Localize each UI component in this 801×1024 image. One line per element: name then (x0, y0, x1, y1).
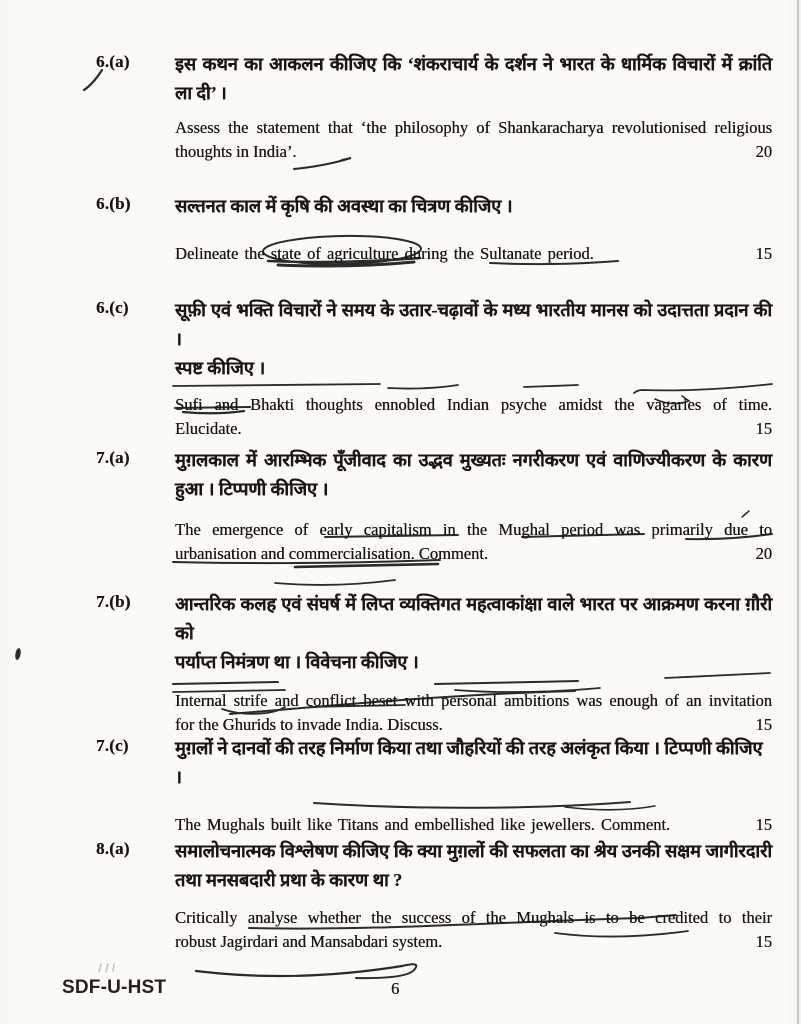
pen-loop-8a-line2 (356, 964, 416, 978)
pen-swoosh-8a-line2 (196, 966, 402, 976)
question-7c (96, 734, 772, 837)
question-hindi-text: आन्तरिक कलह एवं संघर्ष में लिप्त व्यक्तिगत महत्वाकांक्षा वाले भारत पर आक्रमण करना ग़ौरी को पर्याप्त निमंत्रण था । विवेचना कीजिए । (175, 594, 772, 672)
question-english-text: The emergence of early capitalism in the Mughal period was primarily due to 20 urbanisation and commercialisation. Comment. (175, 518, 772, 566)
marks-value: 15 (755, 815, 772, 834)
question-number: 7.(a) (96, 448, 130, 467)
question-number: 6.(a) (96, 52, 130, 71)
marks-value: 15 (755, 419, 772, 438)
marks-value: 15 (755, 715, 772, 734)
paper-code: SDF-U-HST (62, 977, 167, 998)
pen-swoosh-below-7a (275, 580, 395, 585)
marks-value: 15 (755, 932, 772, 951)
question-7a (96, 446, 772, 566)
marks-value: 20 (755, 544, 772, 563)
ink-blot (14, 648, 21, 661)
question-hindi-text: मुग़लों ने दानवों की तरह निर्माण किया तथा जौहरियों की तरह अलंकृत किया । टिप्पणी कीजिए । (175, 738, 763, 787)
question-number: 6.(c) (96, 298, 129, 317)
question-6b (96, 192, 772, 266)
question-hindi-text: इस कथन का आकलन कीजिए कि ‘शंकराचार्य के दर्शन ने भारत के धार्मिक विचारों में क्रांति ला दी’ । (175, 54, 772, 103)
question-hindi-text: सूफ़ी एवं भक्ति विचारों ने समय के उतार-चढ़ावों के मध्य भारतीय मानस को उदात्तता प्रदान की । स्पष्ट कीजिए । (175, 300, 772, 378)
question-8a (96, 837, 772, 954)
marks-value: 20 (755, 142, 772, 161)
question-hindi-text: समालोचनात्मक विश्लेषण कीजिए कि क्या मुग़लों की सफलता का श्रेय उनकी सक्षम जागीरदारी तथा मनसबदारी प्रथा के कारण था ? (175, 841, 772, 890)
question-6a (96, 50, 772, 164)
pencil-marks-footer (99, 964, 114, 972)
question-number: 8.(a) (96, 839, 130, 858)
question-english-text: Internal strife and conflict beset with personal ambitions was enough of an invitation 15 for the Ghurids to invade India. Discuss. (175, 689, 772, 737)
question-7b (96, 590, 772, 737)
question-english-text: 15 Delineate the state of agriculture during the Sultanate period. (175, 242, 772, 266)
question-english-text: Critically analyse whether the success of the Mughals is to be credited to their 15 robust Jagirdari and Mansabdari system. (175, 906, 772, 954)
question-hindi-text: सल्तनत काल में कृषि की अवस्था का चित्रण कीजिए । (175, 196, 513, 216)
page-number: 6 (391, 979, 400, 998)
question-hindi-text: मुग़लकाल में आरम्भिक पूँजीवाद का उद्भव मुख्यतः नगरीकरण एवं वाणिज्यीकरण के कारण हुआ । टिप्पणी कीजिए । (175, 450, 772, 499)
question-number: 7.(b) (96, 592, 131, 611)
question-6c (96, 296, 772, 441)
question-english-text: 15 The Mughals built like Titans and embellished like jewellers. Comment. (175, 813, 772, 837)
question-number: 6.(b) (96, 194, 131, 213)
question-number: 7.(c) (96, 736, 129, 755)
pen-tick-6a (84, 70, 102, 90)
question-english-text: Sufi and Bhakti thoughts ennobled Indian psyche amidst the vagaries of time. 15 Elucidate. (175, 393, 772, 441)
question-english-text: Assess the statement that ‘the philosophy of Shankaracharya revolutionised religious 20 thoughts in India’. (175, 116, 772, 164)
marks-value: 15 (755, 244, 772, 263)
